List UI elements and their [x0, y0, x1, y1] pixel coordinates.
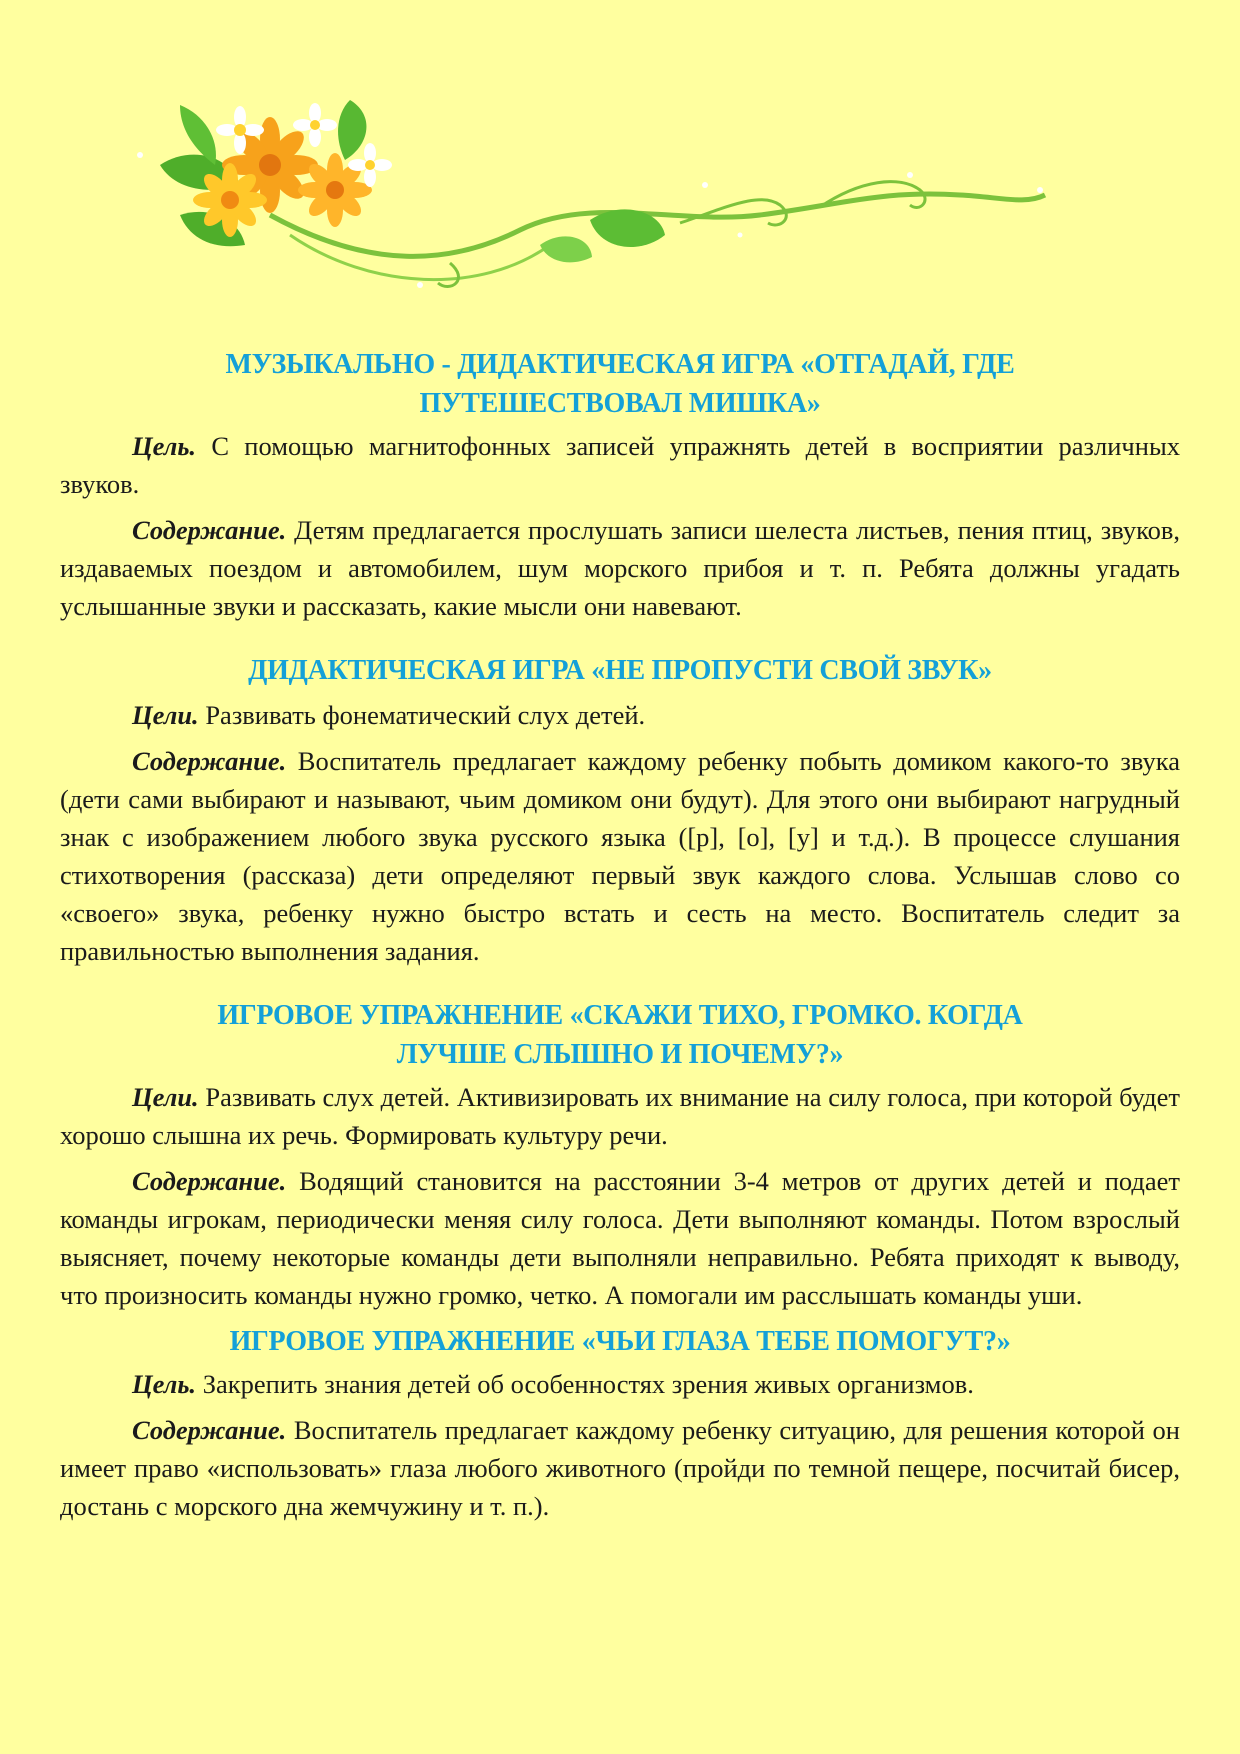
content-label: Содержание.	[132, 1415, 287, 1445]
section-voice-exercise	[60, 996, 1180, 1314]
document-body	[60, 345, 1180, 1533]
goal-label: Цель.	[132, 1369, 197, 1399]
goal-text: Развивать фонематический слух детей.	[198, 700, 646, 730]
content-text: Детям предлагается прослушать записи шелеста листьев, пения птиц, звуков, издаваемых поездом и автомобилем, шум морского прибоя и т. п. Ребята должны угадать услышанные звуки и рассказать, какие мысли они навевают.	[60, 515, 1180, 621]
goal-text: Закрепить знания детей об особенностях зрения живых организмов.	[196, 1369, 974, 1399]
content-paragraph	[60, 1162, 1180, 1314]
content-paragraph	[60, 511, 1180, 625]
content-text: Водящий становится на расстоянии 3-4 метров от других детей и подает команды игрокам, периодически меняя силу голоса. Дети выполняют команды. Потом взрослый выясняет, почему некоторые команды дети выполняли неправильно. Ребята приходят к выводу, что произносить команды нужно громко, четко. А помогали им расслышать команды уши.	[60, 1166, 1180, 1310]
section-heading: ИГРОВОЕ УПРАЖНЕНИЕ «СКАЖИ ТИХО, ГРОМКО. КОГДА ЛУЧШЕ СЛЫШНО И ПОЧЕМУ?»	[217, 1000, 1023, 1070]
goal-text: С помощью магнитофонных записей упражнять детей в восприятии различных звуков.	[60, 431, 1180, 499]
goal-paragraph	[60, 427, 1180, 503]
goal-text: Развивать слух детей. Активизировать их внимание на силу голоса, при которой будет хорошо слышна их речь. Формировать культуру речи.	[60, 1082, 1180, 1150]
section-music-game	[60, 345, 1180, 625]
content-label: Содержание.	[132, 1166, 287, 1196]
content-label: Содержание.	[132, 746, 287, 776]
content-paragraph	[60, 742, 1180, 970]
section-eyes-exercise	[60, 1322, 1180, 1525]
content-label: Содержание.	[132, 515, 287, 545]
content-text: Воспитатель предлагает каждому ребенку побыть домиком какого-то звука (дети сами выбирают и называют, чьим домиком они будут). Для этого они выбирают нагрудный знак с изображением любого звука русского языка ([р], [о], [у] и т.д.). В процессе слушания стихотворения (рассказа) дети определяют первый звук каждого слова. Услышав слово со «своего» звука, ребенку нужно быстро встать и сесть на место. Воспитатель следит за правильностью выполнения задания.	[60, 746, 1180, 966]
section-sound-game	[60, 651, 1180, 970]
section-heading: МУЗЫКАЛЬНО - ДИДАКТИЧЕСКАЯ ИГРА «ОТГАДАЙ, ГДЕ ПУТЕШЕСТВОВАЛ МИШКА»	[225, 349, 1015, 419]
goal-paragraph	[60, 1365, 1180, 1403]
goal-paragraph	[60, 696, 1180, 734]
goal-label: Цели.	[132, 1082, 199, 1112]
section-heading: ИГРОВОЕ УПРАЖНЕНИЕ «ЧЬИ ГЛАЗА ТЕБЕ ПОМОГУТ?»	[229, 1326, 1011, 1357]
goal-label: Цели.	[132, 700, 199, 730]
floral-vine-decoration	[120, 95, 1090, 305]
goal-paragraph	[60, 1078, 1180, 1154]
content-text: Воспитатель предлагает каждому ребенку ситуацию, для решения которой он имеет право «использовать» глаза любого животного (пройди по темной пещере, посчитай бисер, достань с морского дна жемчужину и т. п.).	[60, 1415, 1180, 1521]
goal-label: Цель.	[132, 431, 197, 461]
section-heading: ДИДАКТИЧЕСКАЯ ИГРА «НЕ ПРОПУСТИ СВОЙ ЗВУК»	[248, 655, 992, 686]
content-paragraph	[60, 1411, 1180, 1525]
